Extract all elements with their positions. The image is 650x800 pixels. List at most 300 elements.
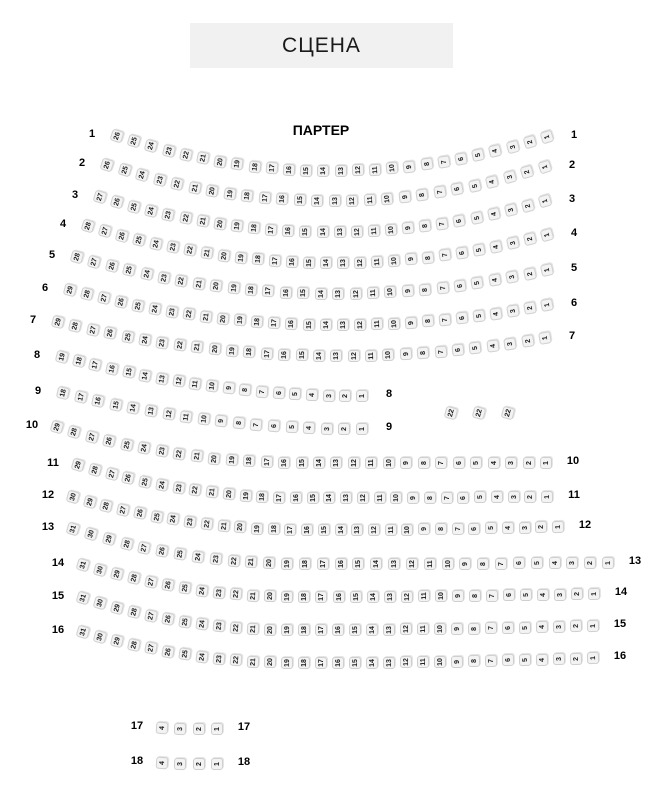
seat[interactable]: 15 <box>352 558 364 570</box>
seat[interactable]: 6 <box>513 557 525 569</box>
seat[interactable]: 7 <box>433 185 447 199</box>
seat[interactable]: 13 <box>383 624 395 636</box>
seat[interactable]: 26 <box>155 544 169 558</box>
seat[interactable]: 20 <box>234 521 247 534</box>
seat[interactable]: 17 <box>315 624 327 636</box>
seat[interactable]: 4 <box>488 273 502 287</box>
seat[interactable]: 18 <box>71 354 86 369</box>
seat[interactable]: 4 <box>156 757 169 770</box>
seat[interactable]: 11 <box>418 590 430 602</box>
seat[interactable]: 16 <box>290 492 302 504</box>
seat[interactable]: 18 <box>267 523 279 535</box>
seat[interactable]: 4 <box>536 621 548 633</box>
seat[interactable]: 20 <box>213 217 227 231</box>
seat[interactable]: 18 <box>298 624 310 636</box>
seat[interactable]: 17 <box>73 390 87 404</box>
seat[interactable]: 2 <box>521 334 535 348</box>
seat[interactable]: 3 <box>505 140 520 155</box>
seat[interactable]: 11 <box>385 524 397 536</box>
seat[interactable]: 6 <box>502 654 514 666</box>
seat[interactable]: 6 <box>454 152 468 166</box>
seat[interactable]: 19 <box>234 314 247 327</box>
seat[interactable]: 1 <box>540 298 554 312</box>
seat[interactable]: 13 <box>330 350 342 362</box>
seat[interactable]: 1 <box>356 390 368 402</box>
seat[interactable]: 2 <box>521 198 536 213</box>
seat[interactable]: 18 <box>256 491 269 504</box>
seat[interactable]: 7 <box>485 655 497 667</box>
seat[interactable]: 21 <box>196 151 210 165</box>
seat[interactable]: 6 <box>453 457 465 469</box>
seat[interactable]: 18 <box>56 386 70 400</box>
seat[interactable]: 16 <box>301 524 313 536</box>
seat[interactable]: 12 <box>349 288 361 300</box>
seat[interactable]: 21 <box>205 486 218 499</box>
seat[interactable]: 5 <box>472 309 485 322</box>
seat[interactable]: 13 <box>351 524 363 536</box>
seat[interactable]: 12 <box>353 319 365 331</box>
seat[interactable]: 10 <box>441 558 453 570</box>
seat[interactable]: 5 <box>485 522 497 534</box>
seat[interactable]: 13 <box>337 319 349 331</box>
seat[interactable]: 12 <box>354 256 366 268</box>
seat[interactable]: 20 <box>222 488 235 501</box>
seat[interactable]: 26 <box>105 259 120 274</box>
seat[interactable]: 11 <box>367 287 379 299</box>
seat[interactable]: 28 <box>68 319 82 333</box>
seat[interactable]: 1 <box>537 159 552 174</box>
seat[interactable]: 4 <box>486 339 499 352</box>
seat[interactable]: 9 <box>400 348 413 361</box>
seat[interactable]: 22 <box>172 447 186 461</box>
seat[interactable]: 7 <box>485 622 497 634</box>
seat[interactable]: 10 <box>384 286 397 299</box>
seat[interactable]: 3 <box>505 270 519 284</box>
seat[interactable]: 22 <box>182 307 196 321</box>
seat[interactable]: 12 <box>348 457 360 469</box>
seat[interactable]: 14 <box>320 257 332 269</box>
seat[interactable]: 13 <box>337 257 349 269</box>
seat[interactable]: 17 <box>284 524 296 536</box>
seat[interactable]: 30 <box>93 596 108 611</box>
seat[interactable]: 20 <box>205 184 219 198</box>
seat[interactable]: 3 <box>504 203 519 218</box>
seat[interactable]: 11 <box>373 492 385 504</box>
seat[interactable]: 10 <box>401 523 413 535</box>
seat[interactable]: 16 <box>332 657 344 669</box>
seat[interactable]: 13 <box>335 165 347 177</box>
seat[interactable]: 8 <box>417 347 430 360</box>
seat[interactable]: 7 <box>435 457 447 469</box>
seat[interactable]: 4 <box>488 144 502 158</box>
seat[interactable]: 9 <box>401 285 414 298</box>
seat[interactable]: 19 <box>281 657 293 669</box>
seat[interactable]: 18 <box>299 558 311 570</box>
seat[interactable]: 4 <box>536 653 548 665</box>
seat[interactable]: 25 <box>178 615 192 629</box>
seat[interactable]: 26 <box>99 157 114 172</box>
seat[interactable]: 24 <box>166 512 180 526</box>
seat[interactable]: 23 <box>166 240 180 254</box>
seat[interactable]: 4 <box>502 522 514 534</box>
seat[interactable]: 23 <box>155 444 169 458</box>
seat[interactable]: 1 <box>587 620 599 632</box>
seat[interactable]: 10 <box>197 412 210 425</box>
seat[interactable]: 25 <box>120 438 134 452</box>
seat[interactable]: 6 <box>455 311 468 324</box>
seat[interactable]: 30 <box>93 629 108 644</box>
seat[interactable]: 11 <box>370 318 382 330</box>
seat[interactable]: 6 <box>268 419 281 432</box>
seat[interactable]: 12 <box>351 225 363 237</box>
seat[interactable]: 18 <box>247 221 260 234</box>
seat[interactable]: 19 <box>231 158 245 172</box>
seat[interactable]: 23 <box>161 144 176 159</box>
seat[interactable]: 15 <box>349 657 361 669</box>
seat[interactable]: 8 <box>435 523 447 535</box>
seat[interactable]: 10 <box>434 656 446 668</box>
seat[interactable]: 25 <box>150 510 164 524</box>
seat[interactable]: 1 <box>538 331 552 345</box>
seat[interactable]: 3 <box>506 304 520 318</box>
seat[interactable]: 11 <box>371 256 384 269</box>
seat[interactable]: 5 <box>519 621 531 633</box>
seat[interactable]: 31 <box>66 522 81 537</box>
seat[interactable]: 25 <box>178 581 192 595</box>
seat[interactable]: 10 <box>382 349 394 361</box>
seat[interactable]: 5 <box>520 589 532 601</box>
seat[interactable]: 15 <box>297 287 309 299</box>
seat[interactable]: 14 <box>126 401 140 415</box>
seat[interactable]: 22 <box>472 406 487 421</box>
seat[interactable]: 16 <box>285 318 298 331</box>
seat[interactable]: 25 <box>131 298 145 312</box>
seat[interactable]: 2 <box>520 165 535 180</box>
seat[interactable]: 17 <box>262 285 275 298</box>
seat[interactable]: 17 <box>88 358 102 372</box>
seat[interactable]: 21 <box>247 623 260 636</box>
seat[interactable]: 18 <box>243 346 256 359</box>
seat[interactable]: 24 <box>195 650 208 663</box>
seat[interactable]: 19 <box>230 219 243 232</box>
seat[interactable]: 2 <box>523 301 537 315</box>
seat[interactable]: 20 <box>217 249 230 262</box>
seat[interactable]: 14 <box>366 624 378 636</box>
seat[interactable]: 8 <box>421 315 434 328</box>
seat[interactable]: 18 <box>240 189 253 202</box>
seat[interactable]: 27 <box>104 467 119 482</box>
seat[interactable]: 20 <box>208 343 221 356</box>
seat[interactable]: 22 <box>179 211 193 225</box>
seat[interactable]: 21 <box>200 246 214 260</box>
seat[interactable]: 2 <box>535 521 547 533</box>
seat[interactable]: 16 <box>286 256 299 269</box>
seat[interactable]: 19 <box>225 454 238 467</box>
seat[interactable]: 1 <box>211 723 223 735</box>
seat[interactable]: 29 <box>110 567 125 582</box>
seat[interactable]: 16 <box>91 394 105 408</box>
seat[interactable]: 28 <box>80 287 95 302</box>
seat[interactable]: 16 <box>332 624 344 636</box>
seat[interactable]: 2 <box>523 232 537 246</box>
seat[interactable]: 26 <box>161 645 175 659</box>
seat[interactable]: 29 <box>71 458 86 473</box>
seat[interactable]: 5 <box>285 421 298 434</box>
seat[interactable]: 27 <box>93 190 108 205</box>
seat[interactable]: 4 <box>486 207 500 221</box>
seat[interactable]: 12 <box>406 558 418 570</box>
seat[interactable]: 27 <box>97 291 111 305</box>
seat[interactable]: 13 <box>383 656 395 668</box>
seat[interactable]: 11 <box>369 163 382 176</box>
seat[interactable]: 31 <box>76 625 91 640</box>
seat[interactable]: 15 <box>293 194 306 207</box>
seat[interactable]: 14 <box>335 524 347 536</box>
seat[interactable]: 19 <box>55 350 70 365</box>
seat[interactable]: 28 <box>127 638 141 652</box>
seat[interactable]: 10 <box>205 380 218 393</box>
seat[interactable]: 6 <box>503 589 515 601</box>
seat[interactable]: 3 <box>503 170 518 185</box>
seat[interactable]: 17 <box>265 162 278 175</box>
seat[interactable]: 3 <box>507 491 519 503</box>
seat[interactable]: 8 <box>420 158 434 172</box>
seat[interactable]: 1 <box>211 758 223 770</box>
seat[interactable]: 5 <box>471 148 485 162</box>
seat[interactable]: 10 <box>390 492 402 504</box>
seat[interactable]: 2 <box>523 457 535 469</box>
seat[interactable]: 5 <box>474 491 486 503</box>
seat[interactable]: 9 <box>215 414 228 427</box>
seat[interactable]: 24 <box>155 478 169 492</box>
seat[interactable]: 31 <box>76 558 91 573</box>
seat[interactable]: 8 <box>421 251 434 264</box>
seat[interactable]: 4 <box>548 557 560 569</box>
seat[interactable]: 19 <box>225 344 238 357</box>
seat[interactable]: 2 <box>522 135 537 150</box>
seat[interactable]: 12 <box>162 407 176 421</box>
seat[interactable]: 22 <box>170 177 184 191</box>
seat[interactable]: 9 <box>451 623 463 635</box>
seat[interactable]: 26 <box>121 471 135 485</box>
seat[interactable]: 27 <box>116 503 130 517</box>
seat[interactable]: 3 <box>518 522 530 534</box>
seat[interactable]: 9 <box>222 382 235 395</box>
seat[interactable]: 8 <box>468 622 480 634</box>
seat[interactable]: 23 <box>212 620 225 633</box>
seat[interactable]: 13 <box>155 372 169 386</box>
seat[interactable]: 28 <box>87 462 102 477</box>
seat[interactable]: 21 <box>188 181 202 195</box>
seat[interactable]: 18 <box>251 253 264 266</box>
seat[interactable]: 3 <box>553 653 565 665</box>
seat[interactable]: 3 <box>322 389 334 401</box>
seat[interactable]: 11 <box>179 410 193 424</box>
seat[interactable]: 22 <box>444 406 459 421</box>
seat[interactable]: 8 <box>424 492 436 504</box>
seat[interactable]: 10 <box>383 457 395 469</box>
seat[interactable]: 11 <box>417 623 429 635</box>
seat[interactable]: 18 <box>245 283 258 296</box>
seat[interactable]: 5 <box>472 243 486 257</box>
seat[interactable]: 26 <box>161 612 175 626</box>
seat[interactable]: 13 <box>330 457 342 469</box>
seat[interactable]: 9 <box>398 190 411 203</box>
seat[interactable]: 3 <box>506 236 520 250</box>
seat[interactable]: 24 <box>135 168 150 183</box>
seat[interactable]: 7 <box>436 281 449 294</box>
seat[interactable]: 15 <box>302 318 314 330</box>
seat[interactable]: 10 <box>381 192 394 205</box>
seat[interactable]: 2 <box>193 723 205 735</box>
seat[interactable]: 3 <box>566 557 578 569</box>
seat[interactable]: 9 <box>418 523 430 535</box>
seat[interactable]: 23 <box>209 553 222 566</box>
seat[interactable]: 7 <box>486 590 498 602</box>
seat[interactable]: 24 <box>195 584 208 597</box>
seat[interactable]: 3 <box>505 457 517 469</box>
seat[interactable]: 29 <box>63 283 78 298</box>
seat[interactable]: 5 <box>289 388 302 401</box>
seat[interactable]: 1 <box>356 423 368 435</box>
seat[interactable]: 12 <box>172 375 186 389</box>
seat[interactable]: 15 <box>299 225 311 237</box>
seat[interactable]: 12 <box>348 350 360 362</box>
seat[interactable]: 1 <box>552 521 564 533</box>
seat[interactable]: 1 <box>540 457 552 469</box>
seat[interactable]: 19 <box>281 591 293 603</box>
seat[interactable]: 23 <box>161 207 175 221</box>
seat[interactable]: 13 <box>332 288 344 300</box>
seat[interactable]: 26 <box>114 295 128 309</box>
seat[interactable]: 8 <box>418 457 430 469</box>
seat[interactable]: 2 <box>570 652 582 664</box>
seat[interactable]: 2 <box>524 491 536 503</box>
seat[interactable]: 6 <box>455 246 469 260</box>
seat[interactable]: 20 <box>263 557 275 569</box>
seat[interactable]: 27 <box>86 323 100 337</box>
seat[interactable]: 24 <box>149 236 163 250</box>
seat[interactable]: 2 <box>571 588 583 600</box>
seat[interactable]: 9 <box>404 316 417 329</box>
seat[interactable]: 7 <box>434 345 447 358</box>
seat[interactable]: 11 <box>417 656 429 668</box>
seat[interactable]: 10 <box>388 254 401 267</box>
seat[interactable]: 5 <box>469 211 483 225</box>
seat[interactable]: 23 <box>212 652 225 665</box>
seat[interactable]: 20 <box>208 452 221 465</box>
seat[interactable]: 18 <box>248 160 261 173</box>
seat[interactable]: 21 <box>190 341 203 354</box>
seat[interactable]: 22 <box>175 274 189 288</box>
seat[interactable]: 16 <box>278 457 290 469</box>
seat[interactable]: 25 <box>121 330 135 344</box>
seat[interactable]: 8 <box>418 219 431 232</box>
seat[interactable]: 24 <box>138 333 152 347</box>
seat[interactable]: 8 <box>416 188 429 201</box>
seat[interactable]: 1 <box>588 588 600 600</box>
seat[interactable]: 21 <box>247 655 260 668</box>
seat[interactable]: 2 <box>338 423 350 435</box>
seat[interactable]: 9 <box>452 590 464 602</box>
seat[interactable]: 6 <box>452 214 466 228</box>
seat[interactable]: 29 <box>50 420 65 435</box>
seat[interactable]: 9 <box>400 457 412 469</box>
seat[interactable]: 25 <box>178 647 192 661</box>
seat[interactable]: 22 <box>230 588 243 601</box>
seat[interactable]: 16 <box>278 348 291 361</box>
seat[interactable]: 26 <box>133 506 147 520</box>
seat[interactable]: 14 <box>317 165 329 177</box>
seat[interactable]: 18 <box>298 657 310 669</box>
seat[interactable]: 15 <box>350 591 362 603</box>
seat[interactable]: 18 <box>251 315 264 328</box>
seat[interactable]: 4 <box>488 457 500 469</box>
seat[interactable]: 12 <box>400 623 412 635</box>
seat[interactable]: 14 <box>319 319 331 331</box>
seat[interactable]: 16 <box>280 286 293 299</box>
seat[interactable]: 3 <box>174 758 186 770</box>
seat[interactable]: 5 <box>470 457 482 469</box>
seat[interactable]: 7 <box>255 385 268 398</box>
seat[interactable]: 14 <box>366 657 378 669</box>
seat[interactable]: 8 <box>239 384 252 397</box>
seat[interactable]: 14 <box>367 591 379 603</box>
seat[interactable]: 26 <box>103 326 117 340</box>
seat[interactable]: 23 <box>152 173 167 188</box>
seat[interactable]: 1 <box>539 129 554 144</box>
seat[interactable]: 19 <box>281 624 293 636</box>
seat[interactable]: 14 <box>323 492 335 504</box>
seat[interactable]: 9 <box>401 221 414 234</box>
seat[interactable]: 7 <box>250 418 263 431</box>
seat[interactable]: 24 <box>140 267 154 281</box>
seat[interactable]: 10 <box>434 623 446 635</box>
seat[interactable]: 26 <box>110 195 125 210</box>
seat[interactable]: 26 <box>115 228 130 243</box>
seat[interactable]: 15 <box>109 398 123 412</box>
seat[interactable]: 17 <box>315 591 327 603</box>
seat[interactable]: 25 <box>127 134 142 149</box>
seat[interactable]: 25 <box>127 199 142 214</box>
seat[interactable]: 22 <box>200 517 213 530</box>
seat[interactable]: 21 <box>200 310 213 323</box>
seat[interactable]: 6 <box>468 523 480 535</box>
seat[interactable]: 21 <box>196 214 210 228</box>
seat[interactable]: 15 <box>122 365 136 379</box>
seat[interactable]: 27 <box>144 641 158 655</box>
seat[interactable]: 14 <box>315 288 327 300</box>
seat[interactable]: 25 <box>117 163 132 178</box>
seat[interactable]: 5 <box>468 178 482 192</box>
seat[interactable]: 23 <box>213 586 226 599</box>
seat[interactable]: 14 <box>313 457 325 469</box>
seat[interactable]: 7 <box>495 558 507 570</box>
seat[interactable]: 18 <box>298 591 310 603</box>
seat[interactable]: 17 <box>315 657 327 669</box>
seat[interactable]: 4 <box>306 389 319 402</box>
seat[interactable]: 21 <box>245 556 258 569</box>
seat[interactable]: 8 <box>419 283 432 296</box>
seat[interactable]: 2 <box>570 620 582 632</box>
seat[interactable]: 4 <box>491 491 503 503</box>
seat[interactable]: 15 <box>349 624 361 636</box>
seat[interactable]: 6 <box>272 387 285 400</box>
seat[interactable]: 7 <box>438 313 451 326</box>
seat[interactable]: 15 <box>318 524 330 536</box>
seat[interactable]: 16 <box>282 224 295 237</box>
seat[interactable]: 12 <box>401 591 413 603</box>
